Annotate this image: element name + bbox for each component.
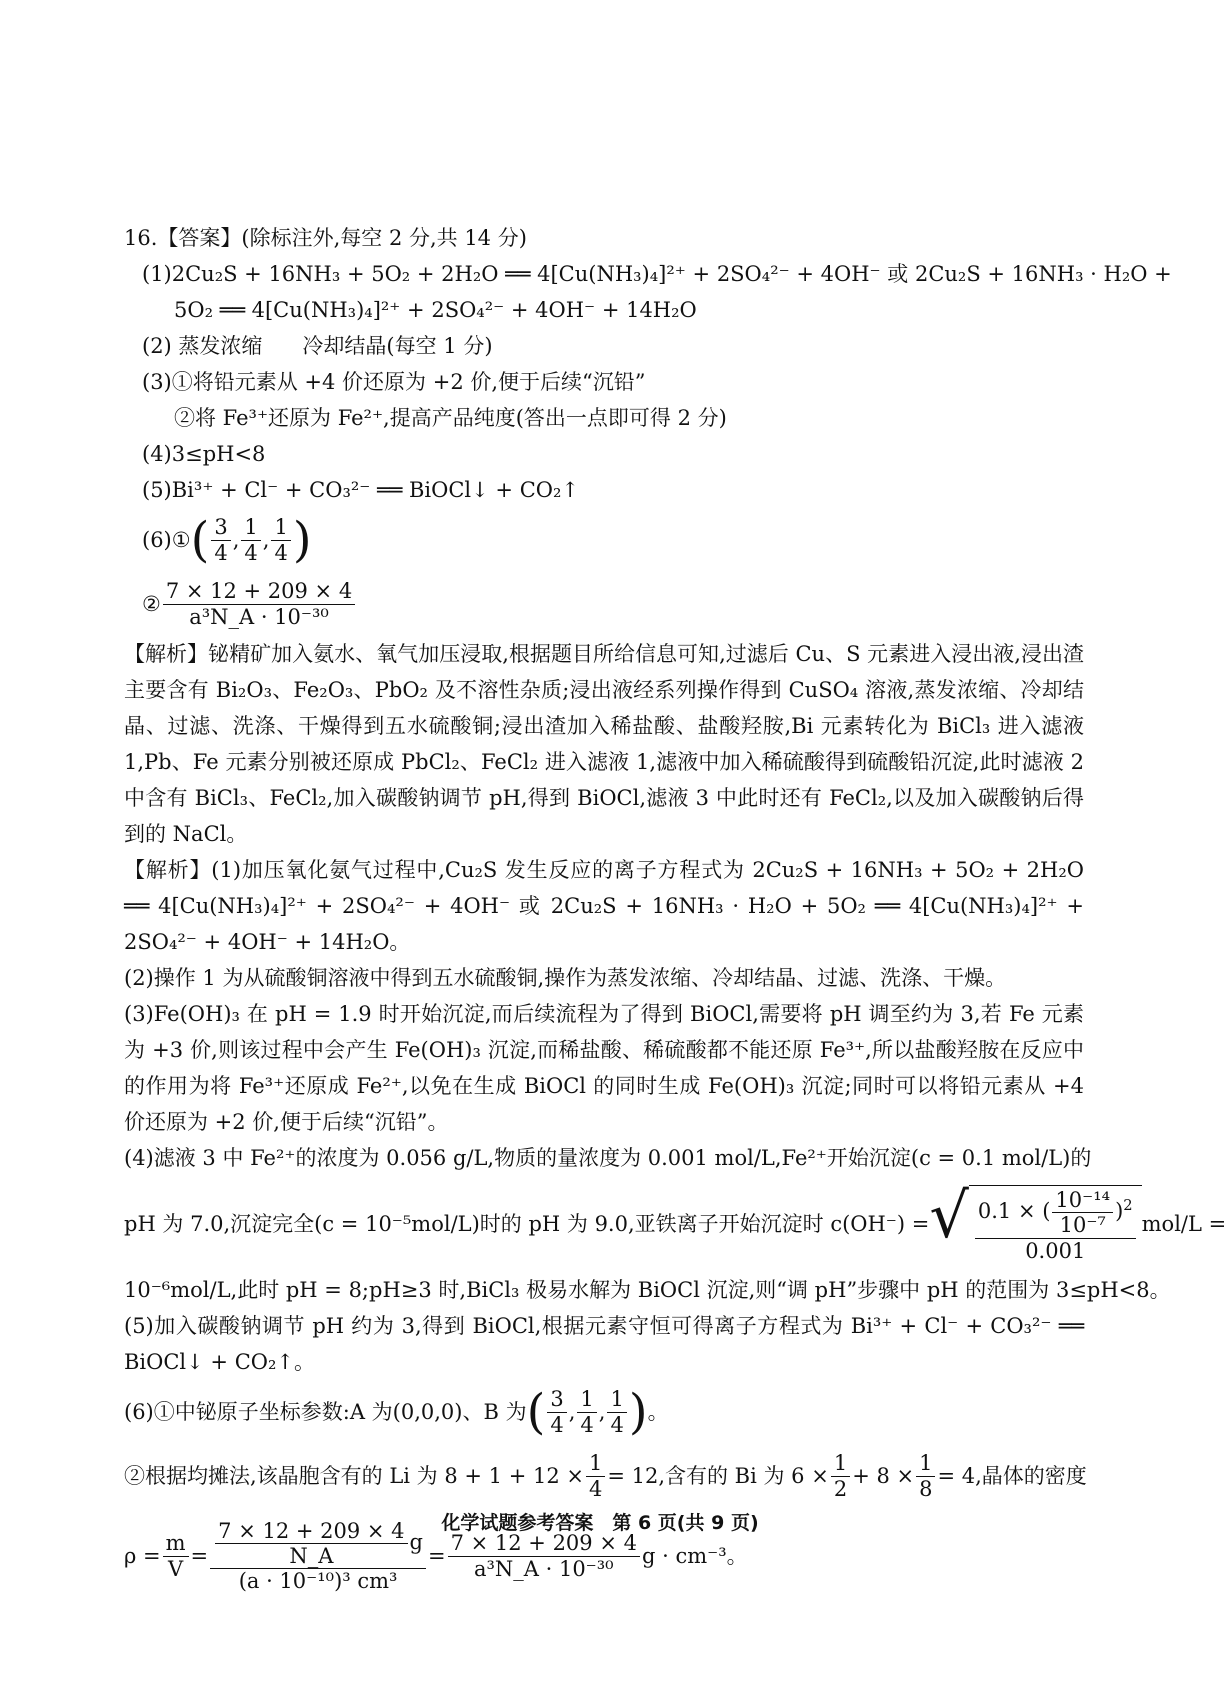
analysis-part-6-pre: (6)①中铋原子坐标参数:A 为(0,0,0)、B 为: [124, 1400, 527, 1424]
mass-over-volume: $\frac{m}{V}$: [163, 1531, 189, 1580]
analysis-part-4-line-2: [124, 1176, 1226, 1272]
answer-2: [124, 328, 1084, 364]
analysis-part-5: (5)加入碳酸钠调节 pH 约为 3,得到 BiOCl,根据元素守恒可得离子方程式为 Bi³⁺ + Cl⁻ + CO₃²⁻ ══ BiOCl↓ + CO₂↑。: [124, 1314, 1084, 1374]
answer-6-coordinates: (6)① ( $\frac{3}{4}$ , $\frac{1}{4}$ , $\frac{1}{4}$ ): [142, 512, 312, 568]
answer-6b-prefix: ②: [142, 592, 161, 616]
answer-1-line-1: (1)2Cu₂S + 16NH₃ + 5O₂ + 2H₂O ══ 4[Cu(NH₃)₄]²⁺ + 2SO₄²⁻ + 4OH⁻ 或 2Cu₂S + 16NH₃ · H₂O +: [142, 262, 1172, 286]
answer-3-line-1: (3)①将铅元素从 +4 价还原为 +2 价,便于后续“沉铅”: [142, 370, 646, 394]
sqrt-sign: √: [929, 1179, 969, 1253]
sqrt-fraction: 0.1 × ( $\frac{\text{10⁻¹⁴}}{\text{10⁻⁷}}$ )$^2$ 0.001: [975, 1188, 1136, 1262]
right-paren: ): [292, 512, 312, 568]
bi-fraction-2: $\frac{1}{8}$: [916, 1451, 935, 1500]
density-final-fraction: $\frac{7 \times 12 + 209 \times 4}{\text{a³N\_A · 10⁻³⁰}}$: [448, 1531, 640, 1580]
analysis-part-4-post: mol/L =: [1141, 1212, 1226, 1236]
left-paren: (: [190, 512, 210, 568]
answer-6-prefix: (6)①: [142, 528, 191, 552]
answer-content: [124, 220, 1226, 1604]
density-formula: ρ = $\frac{m}{V}$ = $\frac{7 \times 12 + 209 \times 4}{N\_A}$ g (a · 10⁻¹⁰)³ cm³ = $\frac{7 \times 12 + 209 \times 4}{\text{a³N\_A · 10⁻³⁰}}$ g · cm⁻³。: [124, 1518, 748, 1594]
q16-header: 16.【答案】(除标注外,每空 2 分,共 14 分): [124, 226, 527, 250]
coord-fraction-3: $\frac{1}{4}$: [271, 515, 290, 564]
analysis-part-6-count: ②根据均摊法,该晶胞含有的 Li 为 8 + 1 + 12 × $\frac{1}{4}$ = 12,含有的 Bi 为 6 × $\frac{1}{2}$ + 8 × $\frac{1}{8}$ = 4,晶体的密度: [124, 1451, 1087, 1501]
analysis-part-4-line-1: (4)滤液 3 中 Fe²⁺的浓度为 0.056 g/L,物质的量浓度为 0.001 mol/L,Fe²⁺开始沉淀(c = 0.1 mol/L)的: [124, 1146, 1092, 1170]
coord-fraction-1: $\frac{3}{4}$: [211, 515, 230, 564]
bi-fraction-1: $\frac{1}{2}$: [831, 1451, 850, 1500]
answer-6-density: [124, 572, 1084, 636]
sqrt-expression: [929, 1179, 1141, 1263]
analysis-part-3: (3)Fe(OH)₃ 在 pH = 1.9 时开始沉淀,而后续流程为了得到 BiOCl,需要将 pH 调至约为 3,若 Fe 元素为 +3 价,则该过程中会产生 Fe(OH)₃ 沉淀,而稀盐酸、稀硫酸都不能还原 Fe³⁺,所以盐酸羟胺在反应中的作用为将 Fe³⁺还原成 Fe²⁺,以免在生成 BiOCl 的同时生成 Fe(OH)₃ 沉淀;同时可以将铅元素从 +4 价还原为 +2 价,便于后续“沉铅”。: [124, 1002, 1084, 1134]
analysis-part-2: (2)操作 1 为从硫酸铜溶液中得到五水硫酸铜,操作为蒸发浓缩、冷却结晶、过滤、洗涤、干燥。: [124, 966, 1007, 990]
li-fraction: $\frac{1}{4}$: [586, 1451, 605, 1500]
analysis-part-4-line-3: 10⁻⁶mol/L,此时 pH = 8;pH≥3 时,BiCl₃ 极易水解为 BiOCl 沉淀,则“调 pH”步骤中 pH 的范围为 3≤pH<8。: [124, 1278, 1171, 1302]
page-footer: 化学试题参考答案 第 6 页(共 9 页): [441, 1512, 759, 1534]
analysis-part-4-pre: pH 为 7.0,沉淀完全(c = 10⁻⁵mol/L)时的 pH 为 9.0,亚铁离子开始沉淀时 c(OH⁻) =: [124, 1212, 930, 1236]
analysis-part-6-coordinates: (6)①中铋原子坐标参数:A 为(0,0,0)、B 为 ( $\frac{3}{4}$ , $\frac{1}{4}$ , $\frac{1}{4}$ ) 。: [124, 1384, 669, 1440]
density-fraction: $\frac{7 \times 12 + 209 \times 4}{\text{a³N\_A · 10⁻³⁰}}$: [163, 579, 355, 628]
answer-3-line-2: ②将 Fe³⁺还原为 Fe²⁺,提高产品纯度(答出一点即可得 2 分): [174, 406, 727, 430]
answer-2-rest: 冷却结晶(每空 1 分): [302, 334, 493, 358]
inner-fraction: $\frac{\text{10⁻¹⁴}}{\text{10⁻⁷}}$: [1052, 1188, 1113, 1237]
answer-4: (4)3≤pH<8: [142, 442, 266, 466]
analysis-part-1: 【解析】(1)加压氧化氨气过程中,Cu₂S 发生反应的离子方程式为 2Cu₂S + 16NH₃ + 5O₂ + 2H₂O ══ 4[Cu(NH₃)₄]²⁺ + 2SO₄²⁻ + 4OH⁻ 或 2Cu₂S + 16NH₃ · H₂O + 5O₂ ══ 4[Cu(NH₃)₄]²⁺ + 2SO₄²⁻ + 4OH⁻ + 14H₂O。: [124, 858, 1084, 954]
answer-1-line-2: 5O₂ ══ 4[Cu(NH₃)₄]²⁺ + 2SO₄²⁻ + 4OH⁻ + 14H₂O: [174, 298, 697, 322]
coord-fraction-2: $\frac{1}{4}$: [241, 515, 260, 564]
analysis-summary: 【解析】铋精矿加入氨水、氧气加压浸取,根据题目所给信息可知,过滤后 Cu、S 元素进入浸出液,浸出渣主要含有 Bi₂O₃、Fe₂O₃、PbO₂ 及不溶性杂质;浸出液经系列操作得到 CuSO₄ 溶液,蒸发浓缩、冷却结晶、过滤、洗涤、干燥得到五水硫酸铜;浸出渣加入稀盐酸、盐酸羟胺,Bi 元素转化为 BiCl₃ 进入滤液 1,Pb、Fe 元素分别被还原成 PbCl₂、FeCl₂ 进入滤液 1,滤液中加入稀硫酸得到硫酸铅沉淀,此时滤液 2 中含有 BiCl₃、FeCl₂,加入碳酸钠调节 pH,得到 BiOCl,滤液 3 中此时还有 FeCl₂,以及加入碳酸钠后得到的 NaCl。: [124, 642, 1084, 846]
answer-2-label: (2) 蒸发浓缩: [142, 334, 263, 358]
answer-5: (5)Bi³⁺ + Cl⁻ + CO₃²⁻ ══ BiOCl↓ + CO₂↑: [142, 478, 579, 502]
density-compound-fraction: $\frac{7 \times 12 + 209 \times 4}{N\_A}$ g (a · 10⁻¹⁰)³ cm³: [210, 1519, 426, 1593]
